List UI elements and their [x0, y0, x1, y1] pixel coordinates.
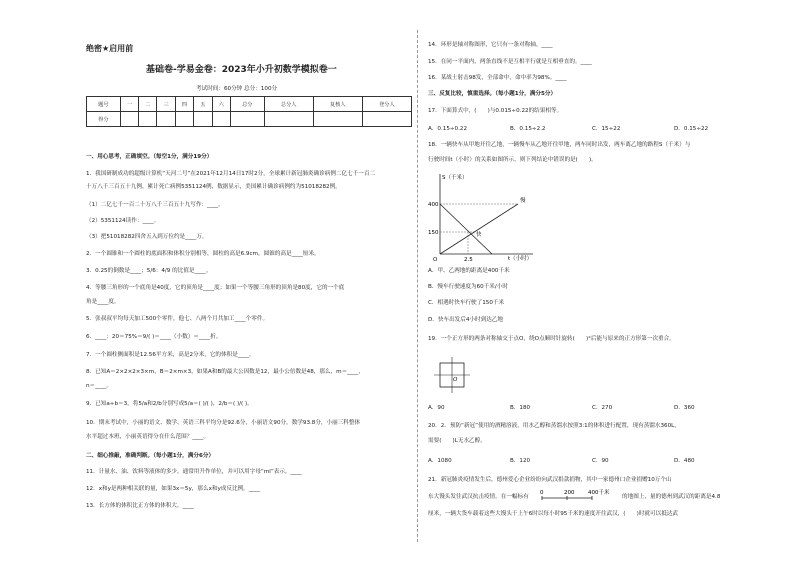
graph-y-label: S（千米） — [442, 175, 468, 181]
score-cell[interactable] — [313, 112, 362, 127]
question-17-option-c[interactable]: C．15÷22 — [592, 126, 621, 132]
question-19: 19．一个正方形的两条对称轴交于点O，绕O点顺时针旋转( )°后能与原来的正方形第一次重合。 — [428, 336, 675, 342]
score-header-cell: 四 — [175, 97, 193, 112]
square-center-label: O — [453, 377, 458, 383]
question-17: 17．下面算式中，( )与0.015÷0.22的结果相等。 — [428, 108, 563, 114]
graph-fast-label: 快 — [476, 232, 482, 238]
score-header-cell: 登分人 — [362, 97, 411, 112]
score-header-cell: 五 — [194, 97, 212, 112]
fast-car-line — [440, 204, 492, 254]
section-2-heading: 二、细心推敲，准确判断。（每小题1分，满分6分） — [86, 453, 215, 459]
question-15: 15．在同一平面内，两条直线不是互相平行就是互相垂直的。____ — [428, 59, 592, 65]
score-cell[interactable] — [139, 112, 157, 127]
question-19-option-a[interactable]: A．90 — [428, 405, 445, 411]
question-2: 2．一个圆锥和一个圆柱的底面积和体积分别相等，圆柱的高是6.9cm，圆锥的高是____厘米。 — [86, 251, 320, 257]
graph-tick-150: 150 — [428, 230, 439, 236]
question-10-line1: 10．期末考试中，小丽的语文、数学、英语三科平均分是92.6分，小丽语文90分，数学93.8分，小丽三科整体 — [86, 420, 361, 426]
question-3: 3．0.25的倒数是____；5/6：4/9 的比值是____。 — [86, 268, 212, 274]
score-header-cell: 题号 — [87, 97, 121, 112]
score-cell[interactable] — [362, 112, 411, 127]
question-21-line1: 21．新冠肺炎疫情发生后，德州爱心企业纷纷向武汉捐款捐物，其中一家德州口企业捐赠10万个山 — [428, 477, 672, 483]
score-cell[interactable] — [194, 112, 212, 127]
scale-label-0: 0 — [540, 490, 544, 496]
question-21-line2: 东大馒头发往武汉抗击疫情。在一幅标有 — [428, 494, 529, 500]
question-20-option-a[interactable]: A．1080 — [428, 458, 452, 464]
question-20-line1: 20．2．预防“新冠”使用的酒精溶液，用水乙醇和蒸馏水按照3:1的体积进行配置，现有蒸馏水360L， — [428, 423, 680, 429]
section-1-heading: 一、用心思考，正确填空。（每空1分，满分19分） — [86, 154, 213, 160]
score-cell[interactable] — [264, 112, 313, 127]
column-divider — [417, 30, 418, 542]
graph-slow-label: 慢 — [520, 198, 526, 204]
question-19-option-b[interactable]: B．180 — [510, 405, 531, 411]
question-18-option-a[interactable]: A．甲、乙两地的距离是400千米 — [428, 268, 510, 274]
question-17-option-d[interactable]: D．0.15÷22 — [674, 126, 709, 132]
question-20-option-c[interactable]: C．90 — [592, 458, 609, 464]
score-row-label: 得分 — [87, 112, 121, 127]
question-6: 6．____：20＝75%＝9/( )＝____（小数）＝____折。 — [86, 334, 222, 340]
question-17-option-a[interactable]: A．0.15÷0.22 — [428, 126, 468, 132]
graph-tick-400: 400 — [428, 202, 439, 208]
question-8-line1: 8．已知A＝2×2×2×3×m，B＝2×m×3，如果A和B的最大公因数是12，最小公倍数是48，那么，m＝____， — [86, 369, 364, 375]
question-16: 16．某战士射击98发，全部命中，命中率为98%。____ — [428, 75, 567, 81]
question-17-option-b[interactable]: B．0.15÷2.2 — [510, 126, 546, 132]
square-figure — [432, 355, 472, 395]
score-header-cell: 总分 — [230, 97, 264, 112]
exam-subtitle: 考试时间：60分钟 总分：100分 — [196, 86, 278, 92]
question-18-option-c[interactable]: C．相遇时快车行驶了150千米 — [428, 300, 505, 306]
graph-tick-2-5: 2.5 — [464, 257, 473, 262]
question-10-line2: 水平超过本班，小丽英语得分在什么范围？____。 — [86, 434, 210, 440]
graph-origin: O — [433, 257, 438, 262]
question-1-part2: （2）5351124读作：____。 — [86, 218, 160, 224]
question-18-option-d[interactable]: D．快车出发后4小时到达乙地 — [428, 317, 503, 323]
score-cell[interactable] — [175, 112, 193, 127]
question-5: 5．张叔叔平均每天加工500个零件，他七、八两个月共加工____个零件。 — [86, 316, 269, 322]
question-4-line2: 角是____度。 — [86, 299, 120, 305]
question-20-line2: 需要( )L无水乙醇。 — [428, 438, 486, 444]
score-value-row — [87, 112, 412, 127]
scale-label-400: 400千米 — [588, 490, 610, 496]
question-13: 13．长方体的体积比正方体的体积大。____ — [86, 503, 194, 509]
score-header-cell: 六 — [212, 97, 230, 112]
question-1-part3: （3）把51018282四舍五入到万位约是____万。 — [86, 234, 208, 240]
question-4-line1: 4．等腰三角形的一个底角是40度，它的顶角是____度；如果一个等腰三角形的顶角是80度，它的一个底 — [86, 285, 345, 291]
question-7: 7．一个圆柱侧面积是12.56平方米，高是2分米，它的体积是____。 — [86, 352, 255, 358]
score-cell[interactable] — [157, 112, 175, 127]
question-1-part1: （1）二亿七千一百二十万八千三百五十九写作：____。 — [86, 202, 224, 208]
score-header-row — [87, 97, 412, 112]
score-header-cell: 二 — [139, 97, 157, 112]
question-19-option-c[interactable]: C．270 — [592, 405, 613, 411]
slow-car-line — [440, 204, 518, 254]
graph-x-label: t（小时） — [508, 256, 533, 262]
question-1-line1: 1．我国研制成功的超级计算机“天河二号”在2021年12月14日17时2分，全球累计新冠肺炎确诊病例二亿七千一百二 — [86, 171, 376, 177]
question-18-line2: 行驶时间t（小时）的关系如图所示，则下列结论中错误的是( )。 — [428, 157, 597, 163]
score-header-cell: 一 — [120, 97, 138, 112]
question-20-option-b[interactable]: B．120 — [510, 458, 531, 464]
question-21-line3: 厘米，一辆大货车载着这些大馒头于上午6时以每小时95千米的速度开往武汉，( )时就可以抵达武 — [428, 511, 678, 517]
exam-title: 基础卷-学易金卷：2023年小升初数学模拟卷一 — [146, 65, 337, 75]
score-table — [86, 96, 412, 127]
score-cell[interactable] — [230, 112, 264, 127]
score-cell[interactable] — [120, 112, 138, 127]
score-header-cell: 总分人 — [264, 97, 313, 112]
question-14: 14．环形是轴对称图形，它只有一条对称轴。____ — [428, 42, 553, 48]
question-18-option-b[interactable]: B．慢车行驶速度为60千米/小时 — [428, 284, 508, 290]
distance-time-graph — [428, 170, 538, 262]
question-8-line2: n＝____。 — [86, 383, 112, 389]
question-21-line2-cont: 的地图上，量的德州到武汉的距离是4.8 — [622, 494, 721, 500]
score-cell[interactable] — [212, 112, 230, 127]
score-header-cell: 复核人 — [313, 97, 362, 112]
question-18-line1: 18．一辆快车从甲地开往乙地，一辆慢车从乙地开往甲地，两车同时出发，两车离乙地的路程S（千米）与 — [428, 142, 691, 148]
scale-label-200: 200 — [564, 490, 575, 496]
question-11: 11．计量水、油、饮料等液体的多少，通常用升作单位，并可以用字母“ml”表示。____ — [86, 469, 302, 475]
question-9: 9．已知a÷b＝3，将5/a和2/b分别写成5/a＝( )/( )，2/b＝( )/( )。 — [86, 401, 253, 407]
score-header-cell: 三 — [157, 97, 175, 112]
secret-label: 绝密★启用前 — [86, 44, 134, 53]
question-20-option-d[interactable]: D．480 — [674, 458, 695, 464]
question-12: 12．x和y是两种相关联的量，如果3x＝5y，那么x和y成反比例。____ — [86, 486, 260, 492]
question-1-line2: 十万八千三百五十九例，累计死亡病例5351124例，数据显示，美国累计确诊病例约为51018282例。 — [86, 184, 341, 190]
section-3-heading: 三、反复比较，慎重选择。（每小题1分，满分5分） — [428, 91, 557, 97]
map-scale-bar — [538, 488, 620, 504]
question-19-option-d[interactable]: D．360 — [674, 405, 695, 411]
